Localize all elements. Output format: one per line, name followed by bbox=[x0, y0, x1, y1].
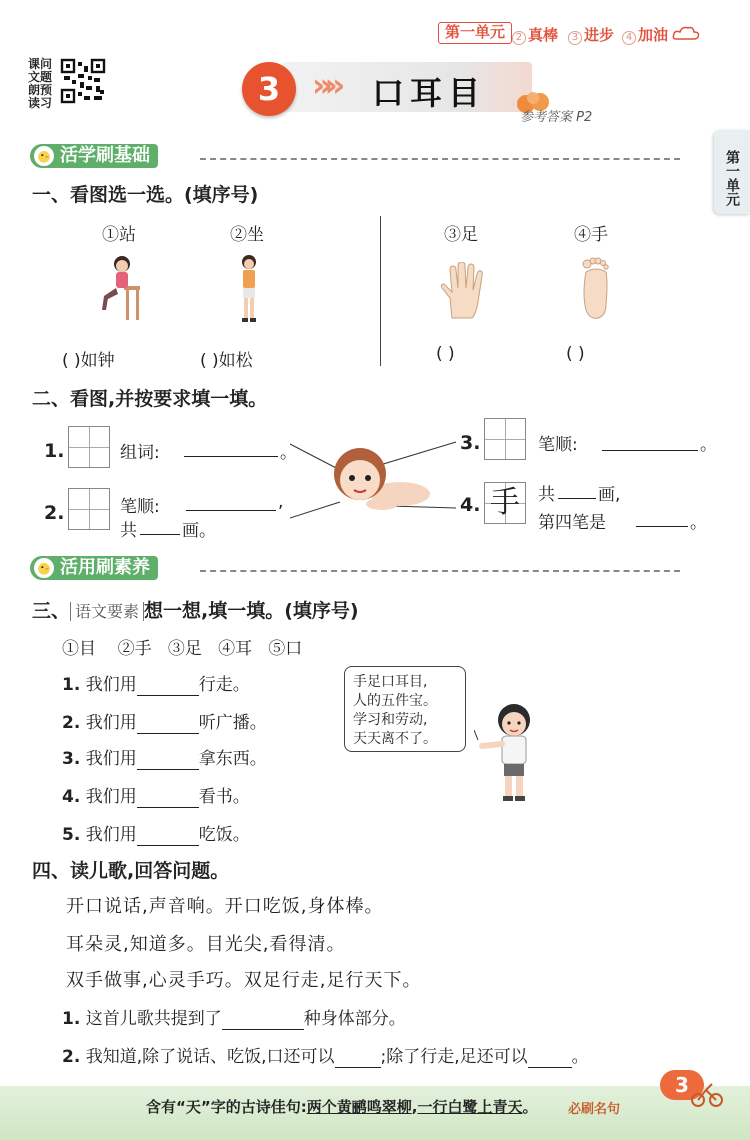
q3-line-4: 4. 我们用 看书。 bbox=[62, 787, 250, 807]
lesson-number: 3 bbox=[242, 62, 296, 116]
item-4-end-2: 。 bbox=[690, 513, 707, 533]
qr-label: 课问文题朗预读习 bbox=[28, 57, 53, 110]
poem-line-2: 耳朵灵,知道多。目光尖,看得清。 bbox=[66, 934, 346, 955]
item-2-number: 2. bbox=[44, 502, 65, 524]
q4-question-2: 2. 我知道,除了说话、吃饭,口还可以 ;除了行走,足还可以 。 bbox=[62, 1047, 589, 1067]
question-2-heading: 二、看图,并按要求填一填。 bbox=[32, 388, 268, 410]
q3-options: ①目 ②手 ③足 ④耳 ⑤口 bbox=[62, 639, 303, 659]
page-number: 3 bbox=[660, 1070, 704, 1100]
cloud-icon bbox=[672, 24, 700, 42]
poem-line-1: 开口说话,声音响。开口吃饭,身体棒。 bbox=[66, 896, 384, 917]
badge-progress: 3 进步 bbox=[568, 24, 614, 45]
q3-blank-3[interactable] bbox=[137, 749, 199, 770]
question-3-heading: 三、 语文要素 想一想,填一填。(填序号) bbox=[32, 600, 359, 622]
q3-line-1: 1. 我们用 行走。 bbox=[62, 675, 250, 695]
badge-great: 2 真棒 bbox=[512, 24, 558, 45]
answer-blank-hand[interactable]: ( ) bbox=[566, 344, 585, 364]
poem-line-3: 双手做事,心灵手巧。双足行走,足行天下。 bbox=[66, 970, 422, 991]
option-sit: ②坐 bbox=[230, 225, 264, 245]
answer-reference: 参考答案 P2 bbox=[520, 110, 593, 125]
footer-poem-line: 含有“天”字的古诗佳句:两个黄鹂鸣翠柳,一行白鹭上青天。 bbox=[146, 1098, 538, 1116]
q4-blank-3[interactable] bbox=[528, 1047, 572, 1068]
standing-boy-image bbox=[236, 254, 262, 324]
item-4-label-2: 第四笔是 bbox=[538, 513, 606, 533]
section-bar-literacy bbox=[30, 556, 710, 580]
item-4-blank-count[interactable] bbox=[558, 498, 596, 499]
option-stand: ①站 bbox=[102, 225, 136, 245]
unit-side-tab: 第一单元 bbox=[714, 130, 750, 214]
hand-image bbox=[438, 262, 492, 320]
q3-line-3: 3. 我们用 拿东西。 bbox=[62, 749, 267, 769]
column-divider bbox=[380, 216, 381, 366]
item-1-blank[interactable] bbox=[184, 456, 278, 457]
chick-icon bbox=[32, 144, 56, 168]
dashed-divider bbox=[200, 570, 680, 572]
footer-logo: 必刷名句 bbox=[568, 1102, 621, 1117]
item-1-number: 1. bbox=[44, 440, 65, 462]
option-hand: ④手 bbox=[574, 225, 608, 245]
q3-blank-2[interactable] bbox=[137, 713, 199, 734]
writing-box-hand-char: 手 bbox=[484, 482, 526, 524]
item-1-label: 组词: bbox=[120, 443, 160, 463]
dashed-divider bbox=[200, 158, 680, 160]
item-4-number: 4. bbox=[460, 494, 481, 516]
answer-blank-pine[interactable]: ( )如松 bbox=[200, 351, 253, 371]
q3-blank-4[interactable] bbox=[137, 787, 199, 808]
item-2-blank-order[interactable] bbox=[186, 510, 276, 511]
item-4-label: 共 bbox=[538, 485, 555, 505]
option-foot: ③足 bbox=[444, 225, 478, 245]
writing-box-2[interactable] bbox=[68, 488, 110, 530]
answer-blank-clock[interactable]: ( )如钟 bbox=[62, 351, 115, 371]
boy-pointing-illustration bbox=[474, 700, 544, 804]
unit-tag: 第一单元 bbox=[438, 22, 512, 44]
item-2-label: 笔顺: bbox=[120, 497, 160, 517]
question-4-heading: 四、读儿歌,回答问题。 bbox=[32, 860, 230, 882]
q4-blank-1[interactable] bbox=[222, 1009, 304, 1030]
item-2-label-2: 共 bbox=[120, 521, 137, 541]
section-title: 活学刷基础 bbox=[30, 144, 158, 168]
item-4-end: 画, bbox=[598, 485, 621, 505]
section-bar-basics bbox=[30, 144, 710, 168]
badge-cheer: 4 加油 bbox=[622, 24, 668, 45]
item-1-end: 。 bbox=[280, 443, 297, 463]
q4-question-1: 1. 这首儿歌共提到了 种身体部分。 bbox=[62, 1009, 406, 1029]
answer-blank-foot[interactable]: ( ) bbox=[436, 344, 455, 364]
item-4-blank-stroke[interactable] bbox=[636, 526, 688, 527]
chevrons-decoration: »» bbox=[312, 66, 338, 104]
q3-blank-1[interactable] bbox=[137, 675, 199, 696]
question-1-heading: 一、看图选一选。(填序号) bbox=[32, 184, 259, 206]
item-3-number: 3. bbox=[460, 432, 481, 454]
bicycle-mascot-icon bbox=[690, 1074, 724, 1108]
writing-box-3[interactable] bbox=[484, 418, 526, 460]
q3-blank-5[interactable] bbox=[137, 825, 199, 846]
skill-tag: 语文要素 bbox=[70, 602, 144, 621]
baby-illustration bbox=[290, 430, 470, 530]
qr-code-icon[interactable] bbox=[60, 58, 106, 104]
speech-bubble: 手足口耳目, 人的五件宝。 学习和劳动, 天天离不了。 bbox=[344, 666, 466, 752]
chick-icon bbox=[32, 556, 56, 580]
item-2-end: , bbox=[278, 492, 284, 512]
q3-line-2: 2. 我们用 听广播。 bbox=[62, 713, 267, 733]
item-3-label: 笔顺: bbox=[538, 435, 578, 455]
item-2-end-2: 画。 bbox=[182, 521, 216, 541]
q4-blank-2[interactable] bbox=[335, 1047, 381, 1068]
item-3-end: 。 bbox=[700, 435, 717, 455]
item-3-blank[interactable] bbox=[602, 450, 698, 451]
item-2-blank-count[interactable] bbox=[140, 534, 180, 535]
lesson-title: 口耳目 bbox=[372, 74, 487, 112]
sitting-girl-image bbox=[100, 252, 146, 322]
foot-image bbox=[578, 254, 612, 320]
writing-box-1[interactable] bbox=[68, 426, 110, 468]
section-title: 活用刷素养 bbox=[30, 556, 158, 580]
q3-line-5: 5. 我们用 吃饭。 bbox=[62, 825, 250, 845]
